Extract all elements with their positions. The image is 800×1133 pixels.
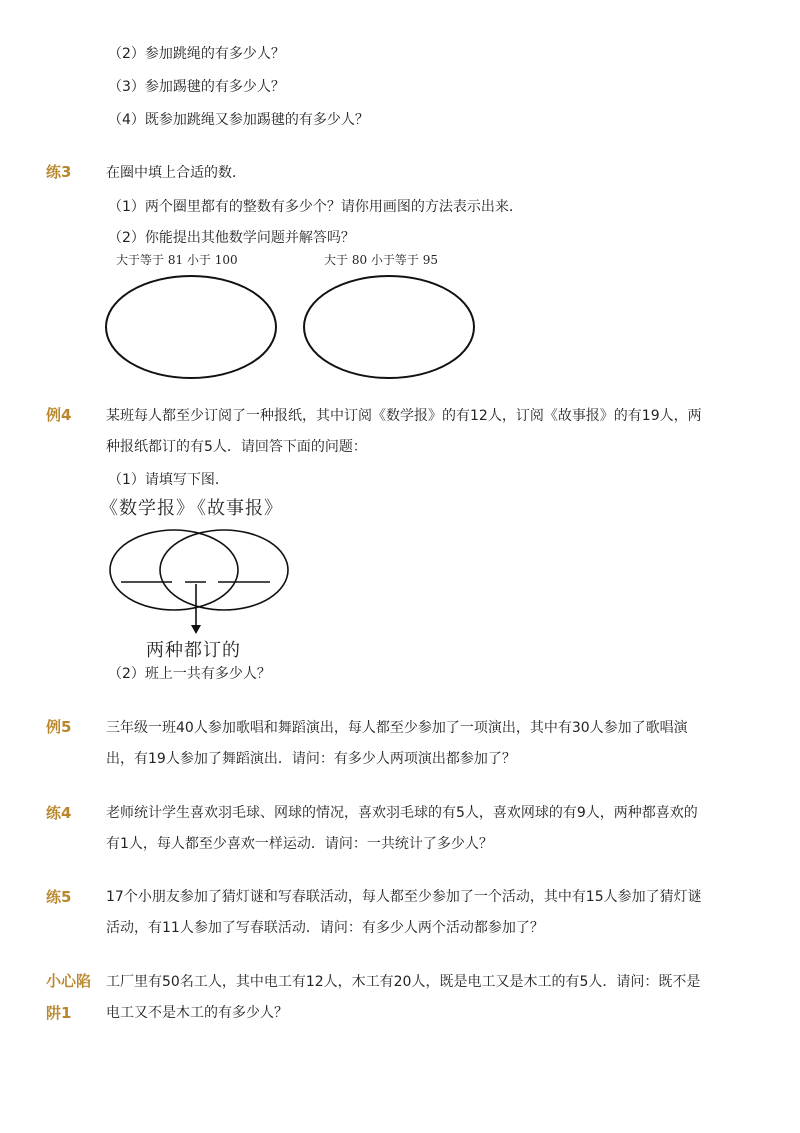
left-ellipse — [106, 276, 276, 378]
lian4-line1: 老师统计学生喜欢羽毛球、网球的情况，喜欢羽毛球的有5人，喜欢网球的有9人，两种都喜欢的 — [106, 805, 698, 821]
li5-label: 例5 — [46, 718, 72, 736]
trap1-label-line2: 阱1 — [46, 1004, 72, 1022]
question-2: （2）参加跳绳的有多少人？ — [108, 46, 285, 62]
lian3-label: 练3 — [46, 163, 72, 181]
question-4: （4）既参加跳绳又参加踢毽的有多少人？ — [108, 112, 369, 128]
li4-line1: 某班每人都至少订阅了一种报纸，其中订阅《数学报》的有12人，订阅《故事报》的有19人，两 — [106, 408, 702, 424]
li4-q1: （1）请填写下图． — [108, 472, 229, 488]
trap1-line2: 电工又不是木工的有多少人？ — [106, 1005, 288, 1021]
lian5-label: 练5 — [46, 888, 72, 906]
li4-label: 例4 — [46, 406, 72, 424]
question-3: （3）参加踢毽的有多少人？ — [108, 79, 285, 95]
lian5-line2: 活动，有11人参加了写春联活动．请问：有多少人两个活动都参加了？ — [106, 920, 544, 936]
lian3-text: 在圈中填上合适的数． — [106, 165, 246, 181]
venn-arrow-head — [191, 625, 201, 634]
circle-left-label: 大于等于 81 小于 100 — [116, 253, 238, 267]
venn-right-title: 《故事报》 — [188, 498, 283, 519]
li5-line2: 出，有19人参加了舞蹈演出．请问：有多少人两项演出都参加了？ — [106, 751, 516, 767]
right-ellipse — [304, 276, 474, 378]
lian3-q2: （2）你能提出其他数学问题并解答吗？ — [108, 230, 355, 246]
lian4-label: 练4 — [46, 804, 72, 822]
venn-left-circle — [110, 530, 238, 610]
li4-q2: （2）班上一共有多少人？ — [108, 666, 271, 682]
venn-right-circle — [160, 530, 288, 610]
circle-right-label: 大于 80 小于等于 95 — [324, 253, 438, 267]
trap1-line1: 工厂里有50名工人，其中电工有12人，木工有20人，既是电工又是木工的有5人．请问：既不是 — [106, 974, 701, 990]
lian4-line2: 有1人，每人都至少喜欢一样运动．请问：一共统计了多少人？ — [106, 836, 493, 852]
li4-line2: 种报纸都订的有5人．请回答下面的问题： — [106, 439, 367, 455]
venn-both-label: 两种都订的 — [146, 640, 241, 661]
li5-line1: 三年级一班40人参加歌唱和舞蹈演出，每人都至少参加了一项演出，其中有30人参加了歌唱演 — [106, 720, 688, 736]
lian5-line1: 17个小朋友参加了猜灯谜和写春联活动，每人都至少参加了一个活动，其中有15人参加了猜灯谜 — [106, 889, 702, 905]
trap1-label-line1: 小心陷 — [46, 972, 92, 990]
venn-left-title: 《数学报》 — [100, 498, 195, 519]
lian3-q1: （1）两个圈里都有的整数有多少个？请你用画图的方法表示出来． — [108, 199, 523, 215]
